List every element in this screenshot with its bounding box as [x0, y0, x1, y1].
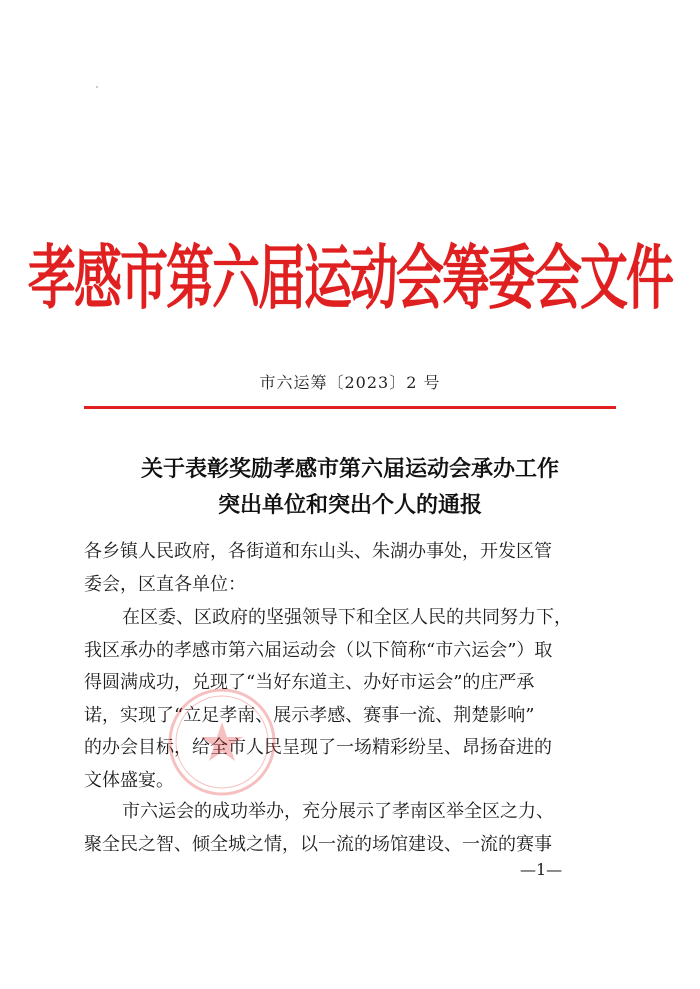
- document-number: 市六运筹〔2023〕2 号: [259, 373, 441, 392]
- document-header-title: 孝感市第六届运动会筹委会文件: [27, 237, 672, 320]
- paragraph-2: [84, 796, 620, 861]
- paragraph-line: 我区承办的孝感市第六届运动会（以下简称“市六运会”）取: [84, 639, 553, 661]
- paragraph-line: 在区委、区政府的坚强领导下和全区人民的共同努力下，: [122, 607, 572, 628]
- notice-title-line-2: 突出单位和突出个人的通报: [217, 492, 482, 518]
- salutation-line: 委会，区直各单位：: [84, 573, 246, 595]
- salutation: [84, 536, 620, 601]
- paragraph-1: [84, 602, 620, 797]
- scan-mark: [96, 86, 98, 88]
- notice-title-line-1: 关于表彰奖励孝感市第六届运动会承办工作: [140, 456, 559, 482]
- red-divider-line: [84, 406, 616, 409]
- paragraph-line: 市六运会的成功举办，充分展示了孝南区举全区之力、: [122, 801, 554, 822]
- paragraph-line: 文体盛宴。: [84, 769, 174, 791]
- page-number: —1—: [520, 860, 563, 879]
- salutation-line: 各乡镇人民政府，各街道和东山头、朱湖办事处，开发区管: [84, 541, 552, 562]
- paragraph-line: 的办会目标，给全市人民呈现了一场精彩纷呈、昂扬奋进的: [84, 737, 552, 758]
- paragraph-line: 诺，实现了“立足孝南、展示孝感、赛事一流、荆楚影响”: [84, 704, 535, 726]
- paragraph-line: 得圆满成功，兑现了“当好东道主、办好市运会”的庄严承: [84, 672, 535, 693]
- paragraph-line: 聚全民之智、倾全城之情，以一流的场馆建设、一流的赛事: [84, 833, 552, 855]
